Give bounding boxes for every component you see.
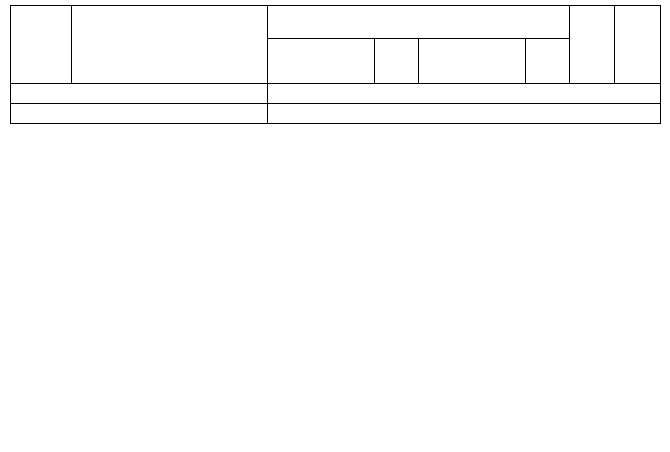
remarks-header [615,6,661,84]
recommend-opinion-field[interactable] [268,104,661,124]
recommend-opinion-label [11,104,268,124]
student-grades-header [268,6,570,39]
mutual-credit-header [570,6,615,84]
credit-recognition-table [10,5,661,124]
same-course-header [268,39,375,84]
grade-header-2 [526,39,570,84]
seq-header [11,6,72,84]
similar-course-header [419,39,526,84]
grade-header-1 [375,39,419,84]
school-opinion-label [11,84,268,104]
course-content-header [72,6,268,84]
school-opinion-field[interactable] [268,84,661,104]
